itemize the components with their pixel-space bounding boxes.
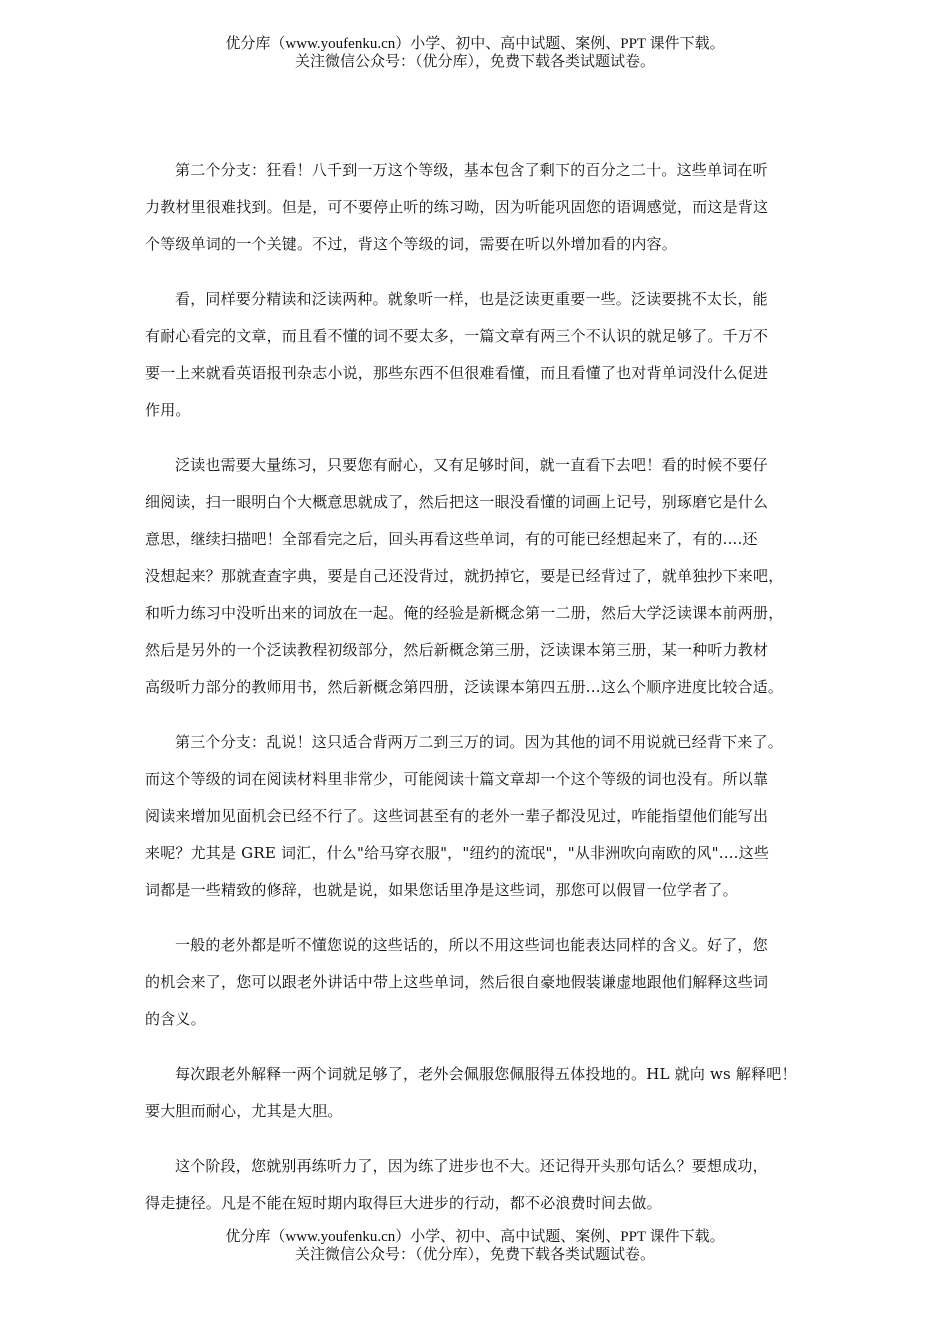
paragraph-line: 第二个分支：狂看！八千到一万这个等级，基本包含了剩下的百分之二十。这些单词在听 <box>175 161 768 179</box>
paragraph-5 <box>145 927 810 1038</box>
paragraph-line: 而这个等级的词在阅读材料里非常少，可能阅读十篇文章却一个这个等级的词也没有。所以靠 <box>145 770 769 788</box>
paragraph-line: 阅读来增加见面机会已经不行了。这些词甚至有的老外一辈子都没见过，咋能指望他们能写出 <box>145 807 769 825</box>
paragraph-line: 词都是一些精致的修辞，也就是说，如果您话里净是这些词，那您可以假冒一位学者了。 <box>145 881 738 899</box>
paragraph-line: 个等级单词的一个关键。不过，背这个等级的词，需要在听以外增加看的内容。 <box>145 235 678 253</box>
paragraph-line: 要大胆而耐心，尤其是大胆。 <box>145 1102 343 1120</box>
paragraph-line: 这个阶段，您就别再练听力了，因为练了进步也不大。还记得开头那句话么？要想成功， <box>175 1157 768 1175</box>
paragraph-line: 作用。 <box>145 401 191 419</box>
paragraph-line: 和听力练习中没听出来的词放在一起。俺的经验是新概念第一二册，然后大学泛读课本前两册， <box>145 604 784 622</box>
paragraph-line: 高级听力部分的教师用书，然后新概念第四册，泛读课本第四五册...这么个顺序进度比较合适。 <box>145 678 784 696</box>
footer-line-2: 关注微信公众号：（优分库），免费下载各类试题试卷。 <box>294 1247 655 1263</box>
paragraph-line: 意思，继续扫描吧！全部看完之后，回头再看这些单词，有的可能已经想起来了，有的....还 <box>145 530 758 548</box>
paragraph-line: 细阅读，扫一眼明白个大概意思就成了，然后把这一眼没看懂的词画上记号，别琢磨它是什么 <box>145 493 769 511</box>
paragraph-line: 泛读也需要大量练习，只要您有耐心，又有足够时间，就一直看下去吧！看的时候不要仔 <box>175 456 768 474</box>
paragraph-line: 没想起来？那就查查字典，要是自己还没背过，就扔掉它，要是已经背过了，就单独抄下来吧， <box>145 567 784 585</box>
paragraph-2 <box>145 281 810 429</box>
paragraph-line: 一般的老外都是听不懂您说的这些话的，所以不用这些词也能表达同样的含义。好了，您 <box>175 936 768 954</box>
footer-line-1: 优分库（www.youfenku.cn）小学、初中、高中试题、案例、PPT 课件下载。 <box>225 1229 725 1245</box>
paragraph-line: 来呢？尤其是 GRE 词汇，什么"给马穿衣服"，"纽约的流氓"，"从非洲吹向南欧的风"....这些 <box>145 844 770 862</box>
header-line-2: 关注微信公众号：（优分库），免费下载各类试题试卷。 <box>294 54 655 70</box>
paragraph-line: 第三个分支：乱说！这只适合背两万二到三万的词。因为其他的词不用说就已经背下来了。 <box>175 733 784 751</box>
paragraph-line: 的含义。 <box>145 1010 206 1028</box>
page-footer <box>0 1228 950 1264</box>
header-line-1: 优分库（www.youfenku.cn）小学、初中、高中试题、案例、PPT 课件下载。 <box>225 36 725 52</box>
page-header <box>0 35 950 71</box>
paragraph-line: 有耐心看完的文章，而且看不懂的词不要太多，一篇文章有两三个不认识的就足够了。千万不 <box>145 327 769 345</box>
paragraph-line: 得走捷径。凡是不能在短时期内取得巨大进步的行动，都不必浪费时间去做。 <box>145 1194 662 1212</box>
paragraph-line: 看，同样要分精读和泛读两种。就象听一样，也是泛读更重要一些。泛读要挑不太长，能 <box>175 290 768 308</box>
paragraph-6 <box>145 1056 810 1130</box>
paragraph-3 <box>145 447 810 706</box>
paragraph-line: 的机会来了，您可以跟老外讲话中带上这些单词，然后很自豪地假装谦虚地跟他们解释这些词 <box>145 973 769 991</box>
paragraph-line: 然后是另外的一个泛读教程初级部分，然后新概念第三册，泛读课本第三册，某一种听力教材 <box>145 641 769 659</box>
paragraph-1 <box>145 152 810 263</box>
paragraph-4 <box>145 724 810 909</box>
paragraph-line: 每次跟老外解释一两个词就足够了，老外会佩服您佩服得五体投地的。HL 就向 ws 解释吧！ <box>175 1065 797 1083</box>
paragraph-line: 要一上来就看英语报刊杂志小说，那些东西不但很难看懂，而且看懂了也对背单词没什么促进 <box>145 364 769 382</box>
article-body <box>145 152 810 1240</box>
paragraph-line: 力教材里很难找到。但是，可不要停止听的练习呦，因为听能巩固您的语调感觉，而这是背这 <box>145 198 769 216</box>
paragraph-7 <box>145 1148 810 1222</box>
